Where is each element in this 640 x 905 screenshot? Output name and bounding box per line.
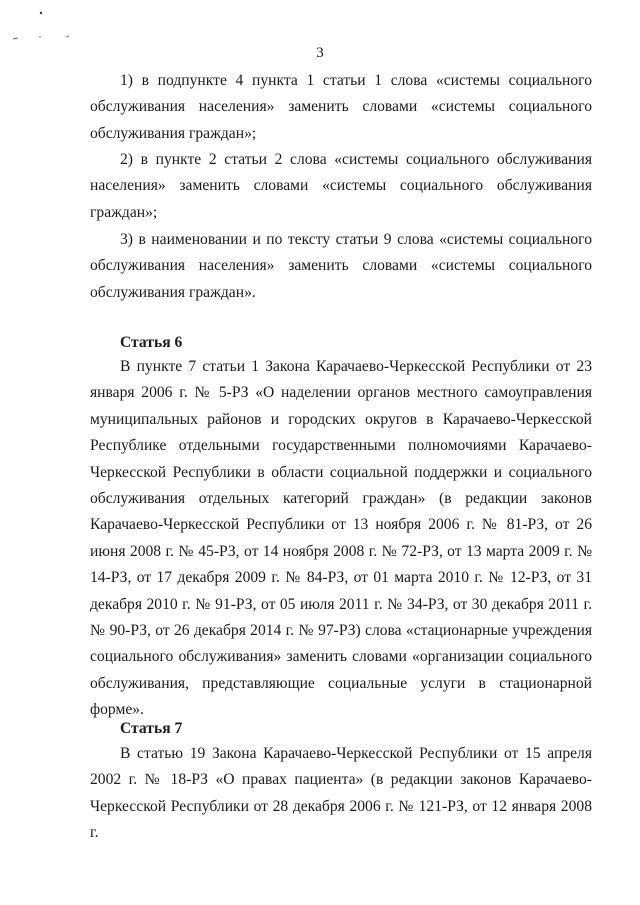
list-item-1: 1) в подпункте 4 пункта 1 статьи 1 слова «системы социального обслуживания населения» заменить словами «системы социального обслуживания граждан»; xyxy=(90,72,592,142)
page-number: 3 xyxy=(316,45,324,61)
scan-stroke-small xyxy=(66,36,69,37)
article-7-text: В статью 19 Закона Карачаево-Черкесской Республики от 15 апреля 2002 г. № 18-РЗ «О правах пациента» (в редакции законов Карачаево-Черкесской Республики от 28 декабря 2006 г. № 121-РЗ, от 12 января 2008 г. xyxy=(90,745,592,842)
article-6-heading: Статья 6 xyxy=(120,334,183,351)
list-item-3: 3) в наименовании и по тексту статьи 9 слова «системы социального обслуживания населения» заменить словами «системы социального обслуживания граждан». xyxy=(90,231,592,301)
article-6-text: В пункте 7 статьи 1 Закона Карачаево-Черкесской Республики от 23 января 2006 г. № 5-РЗ «О наделении органов местного самоуправления муниципальных районов и городских округов в Карачаево-Черкесской Республике отдельными государственными полномочиями Карачаево-Черкесской Республики в области социальной поддержки и социального обслуживания отдельных категорий граждан» (в редакции законов Карачаево-Черкесской Республики от 13 ноября 2006 г. № 81-РЗ, от 26 июня 2008 г. № 45-РЗ, от 14 ноября 2008 г. № 72-РЗ, от 13 марта 2009 г. № 14-РЗ, от 17 декабря 2009 г. № 84-РЗ, от 01 марта 2010 г. № 12-РЗ, от 31 декабря 2010 г. № 91-РЗ, от 05 июля 2011 г. № 34-РЗ, от 30 декабря 2011 г. № 90-РЗ, от 26 декабря 2014 г. № 97-РЗ) слова «стационарные учреждения социального обслуживания» заменить словами «организации социального обслуживания, представляющие социальные услуги в стационарной форме». xyxy=(90,358,592,719)
list-item-2: 2) в пункте 2 статьи 2 слова «системы социального обслуживания населения» заменить словами «системы социального обслуживания граждан»; xyxy=(90,151,592,221)
scan-stroke xyxy=(13,38,18,39)
article-7-heading: Статья 7 xyxy=(120,720,183,737)
scan-dot-small xyxy=(39,36,41,38)
scan-dot xyxy=(40,12,42,14)
